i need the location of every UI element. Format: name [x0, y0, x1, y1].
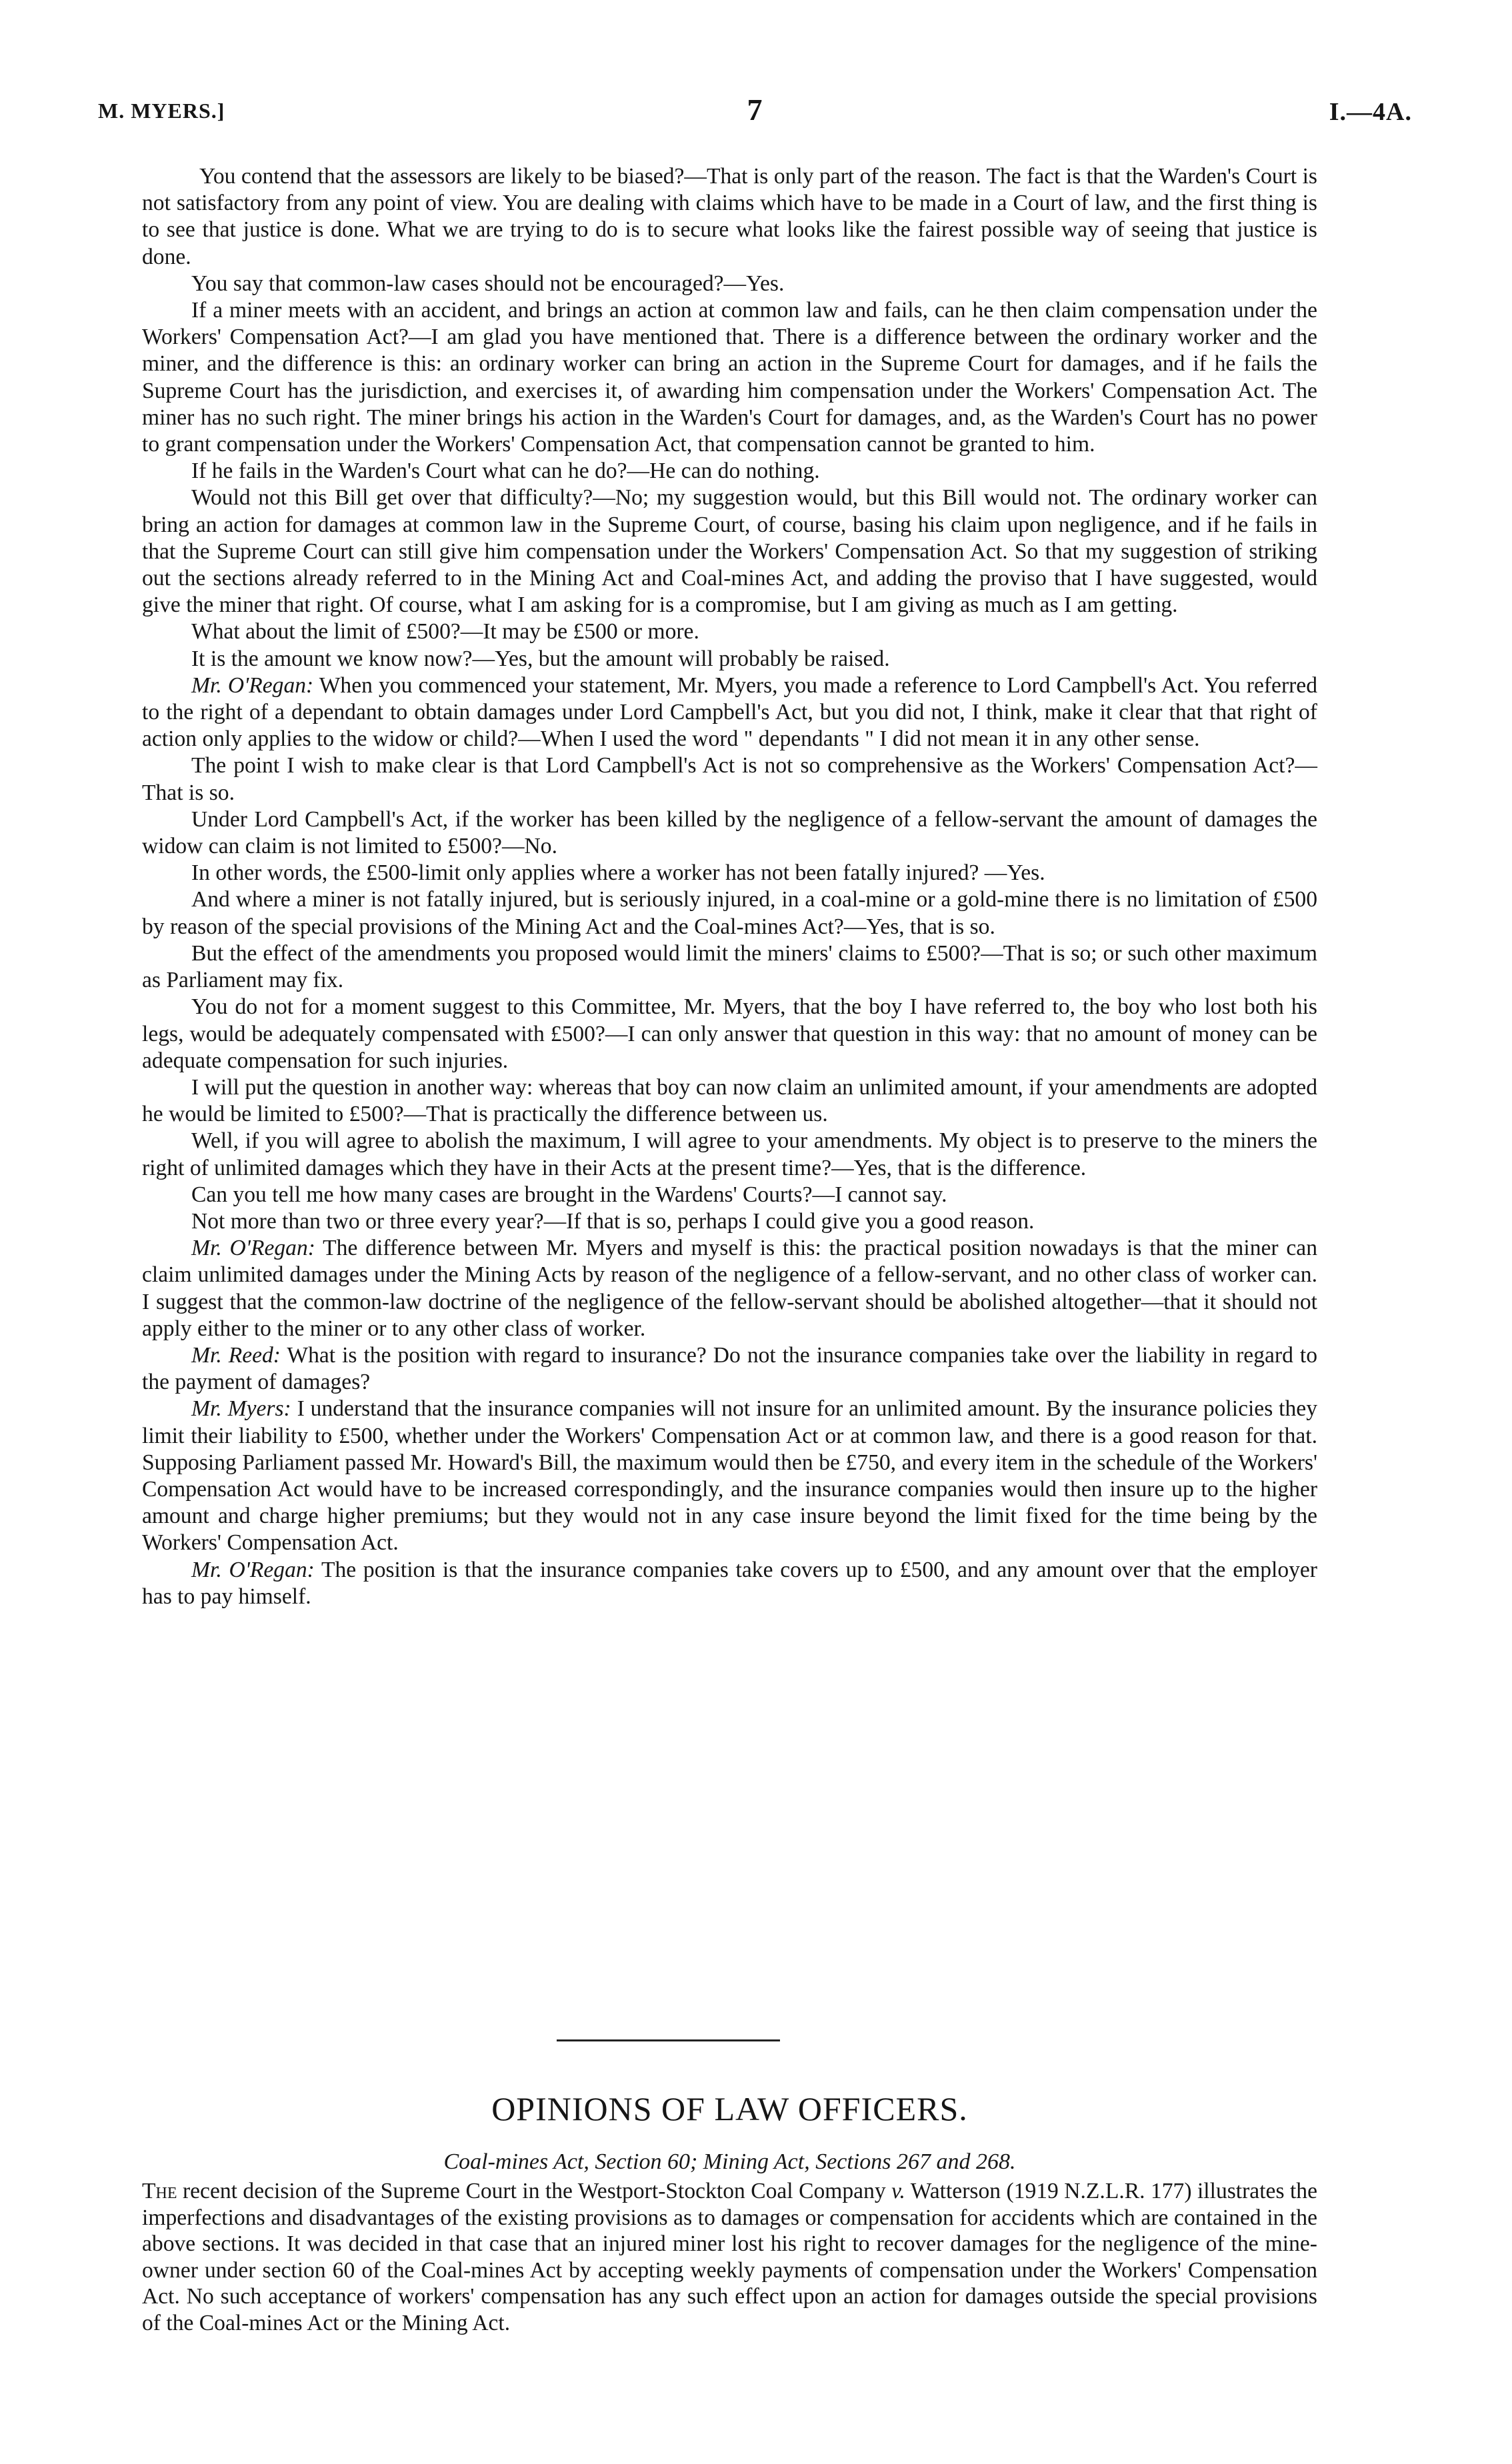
paragraph: [142, 1396, 1317, 1556]
section-subheading: Coal-mines Act, Section 60; Mining Act, Sections 267 and 268.: [443, 2149, 1016, 2174]
paragraph: You do not for a moment suggest to this Committee, Mr. Myers, that the boy I have referred to, the boy who lost both his legs, would be adequately compensated with £500?—I can only answer that question in this way: that no amount of money can be adequate compensation for such injuries.: [142, 994, 1317, 1073]
speaker-text: What is the position with regard to insurance? Do not the insurance companies take over the liability in regard to the payment of damages?: [142, 1342, 1317, 1395]
speaker-name: Mr. Reed:: [191, 1342, 281, 1368]
speaker-text: The position is that the insurance companies take covers up to £500, and any amount over that the employer has to pay himself.: [142, 1557, 1317, 1609]
paragraph: Well, if you will agree to abolish the maximum, I will agree to your amendments. My object is to preserve to the miners the right of unlimited damages which they have in their Acts at the present time?—Yes, that is the difference.: [142, 1128, 1317, 1180]
running-header: [98, 92, 1412, 132]
evidence-text: [142, 163, 1317, 1610]
paragraph: If a miner meets with an accident, and brings an action at common law and fails, can he then claim compensation under the Workers' Compensation Act?—I am glad you have mentioned that. There is a difference between the ordinary worker and the miner, and the difference is this: an ordinary worker can bring an action in the Supreme Court for damages, and if he fails the Supreme Court has the jurisdiction, and exercises it, of awarding him compensation under the Workers' Compensation Act. The miner has no such right. The miner brings his action in the Warden's Court for damages, and, as the Warden's Court has no power to grant compensation under the Workers' Compensation Act, that compensation cannot be granted to him.: [142, 298, 1317, 457]
paragraph: And where a miner is not fatally injured, but is seriously injured, in a coal-mine or a gold-mine there is no limitation of £500 by reason of the special provisions of the Mining Act and the Coal-mines Act?—Yes, that is so.: [142, 887, 1317, 939]
paragraph: Under Lord Campbell's Act, if the worker has been killed by the negligence of a fellow-servant the amount of damages the widow can claim is not limited to £500?—No.: [142, 806, 1317, 859]
paragraph: [142, 672, 1317, 753]
paragraph: Would not this Bill get over that difficulty?—No; my suggestion would, but this Bill would not. The ordinary worker can bring an action for damages at common law in the Supreme Court, of course, basing his claim upon negligence, and if he fails in that the Supreme Court can still give him compensation under the Workers' Compensation Act. So that my suggestion of striking out the sections already referred to in the Mining Act and Coal-mines Act, and adding the proviso that I have suggested, would give the miner that right. Of course, what I am asking for is a compromise, but I am giving as much as I am getting.: [142, 485, 1317, 618]
section-paragraph: [142, 2178, 1317, 2337]
speaker-text: I understand that the insurance companies will not insure for an unlimited amount. By the insurance policies they limit their liability to £500, whether under the Workers' Compensation Act or at common law, and there is a good reason for that. Supposing Parliament passed Mr. Howard's Bill, the maximum would then be £750, and every item in the schedule of the Workers' Compensation Act would have to be increased correspondingly, and the insurance companies would then insure up to the higher amount and charge higher premiums; but they would not in any case insure beyond the limit fixed for the time being by the Workers' Compensation Act.: [142, 1396, 1317, 1556]
speaker-name: Mr. O'Regan:: [191, 672, 314, 698]
paragraph: If he fails in the Warden's Court what can he do?—He can do nothing.: [191, 459, 820, 484]
page-number: 7: [747, 93, 763, 127]
paragraph: I will put the question in another way: whereas that boy can now claim an unlimited amount, if your amendments are adopted he would be limited to £500?—That is practically the difference between us.: [142, 1074, 1317, 1127]
paragraph: The point I wish to make clear is that Lord Campbell's Act is not so comprehensive as the Workers' Compensation Act?—That is so.: [142, 753, 1317, 805]
paragraph-text: Watterson (1919 N.Z.L.R. 177) illustrates the imperfections and disadvantages of the existing provisions as to damages or compensation for accidents which are contained in the above sections. It was decided in that case that an injured miner lost his right to recover damages for the negligence of the mine-owner under section 60 of the Coal-mines Act by accepting weekly payments of compensation under the Workers' Compensation Act. No such acceptance of workers' compensation has any such effect upon an action for damages outside the special provisions of the Coal-mines Act or the Mining Act.: [142, 2179, 1317, 2335]
paragraph: [142, 1557, 1317, 1610]
section-divider: [557, 2039, 780, 2041]
paragraph: [142, 1342, 1317, 1396]
header-paper-reference: I.—4A.: [1329, 98, 1412, 126]
paragraph: It is the amount we know now?—Yes, but the amount will probably be raised.: [191, 646, 890, 671]
speaker-name: Mr. O'Regan:: [191, 1236, 315, 1261]
paragraph: But the effect of the amendments you proposed would limit the miners' claims to £500?—That is so; or such other maximum as Parliament may fix.: [142, 940, 1317, 993]
paragraph: In other words, the £500-limit only applies where a worker has not been fatally injured? —Yes.: [191, 860, 1045, 886]
speaker-text: The difference between Mr. Myers and myself is this: the practical position nowadays is that the miner can claim unlimited damages under the Mining Acts by reason of the negligence of a fellow-servant, and no other class of worker can. I suggest that the common-law doctrine of the negligence of the fellow-servant should be abolished altogether—that it should not apply either to the miner or to any other class of worker.: [142, 1236, 1317, 1341]
lead-word: The: [142, 2179, 177, 2203]
speaker-name: Mr. Myers:: [191, 1396, 291, 1422]
paragraph: [142, 1235, 1317, 1342]
paragraph: You contend that the assessors are likely to be biased?—That is only part of the reason. The fact is that the Warden's Court is not satisfactory from any point of view. You are dealing with claims which have to be made in a Court of law, and the first thing is to see that justice is done. What we are trying to do is to secure what looks like the fairest possible way of seeing that justice is done.: [142, 164, 1317, 269]
paragraph-text: recent decision of the Supreme Court in the Westport-Stockton Coal Company: [177, 2179, 892, 2203]
paragraph: You say that common-law cases should not be encouraged?—Yes.: [191, 271, 785, 296]
section-heading: OPINIONS OF LAW OFFICERS.: [491, 2090, 968, 2127]
header-witness-name: M. MYERS.]: [98, 99, 225, 123]
speaker-name: Mr. O'Regan:: [191, 1557, 315, 1582]
versus-abbreviation: v.: [891, 2179, 905, 2203]
paragraph: Can you tell me how many cases are brought in the Wardens' Courts?—I cannot say.: [191, 1182, 947, 1207]
paragraph: What about the limit of £500?—It may be £500 or more.: [191, 619, 699, 644]
paragraph: Not more than two or three every year?—If that is so, perhaps I could give you a good reason.: [191, 1208, 1035, 1234]
speaker-text: When you commenced your statement, Mr. Myers, you made a reference to Lord Campbell's Act. You referred to the right of a dependant to obtain damages under Lord Campbell's Act, but you did not, I think, make it clear that that right of action only applies to the widow or child?—When I used the word " dependants " I did not mean it in any other sense.: [142, 672, 1317, 752]
